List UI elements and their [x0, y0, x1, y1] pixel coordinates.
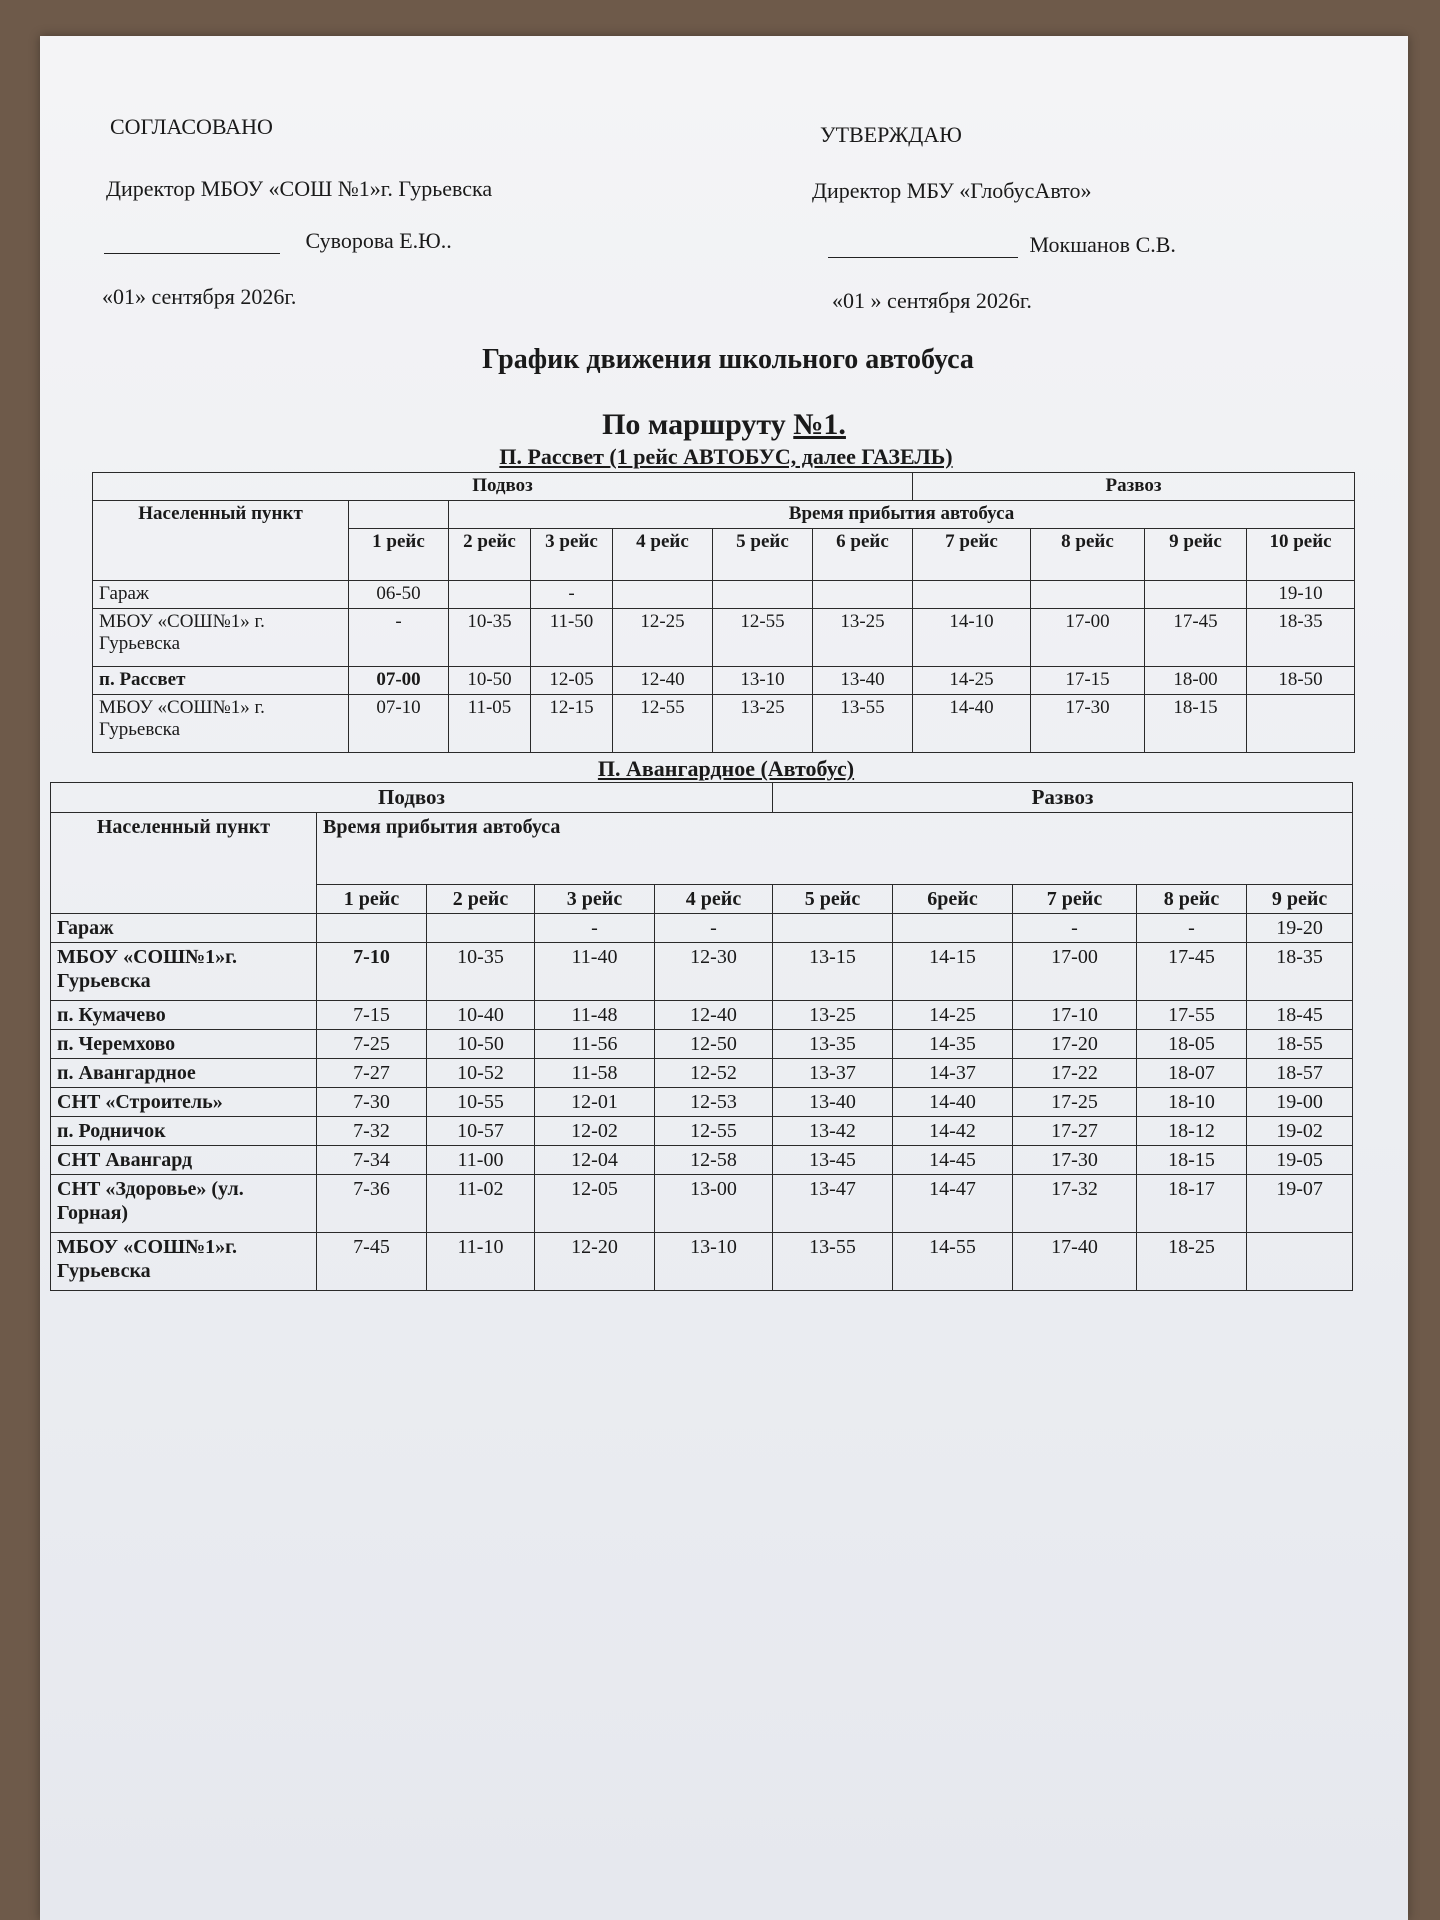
time-cell: 14-40	[893, 1088, 1013, 1117]
place-name-cell: МБОУ «СОШ№1» г. Гурьевска	[93, 694, 349, 752]
time-cell: 11-10	[427, 1233, 535, 1291]
time-cell: 17-30	[1013, 1146, 1137, 1175]
time-cell: 17-30	[1031, 694, 1145, 752]
left-signature-block	[104, 228, 452, 254]
time-cell: 17-10	[1013, 1001, 1137, 1030]
time-cell: 11-40	[535, 943, 655, 1001]
time-cell: 12-05	[531, 666, 613, 694]
time-cell	[893, 914, 1013, 943]
time-cell: 18-07	[1137, 1059, 1247, 1088]
table-row	[51, 1146, 1353, 1175]
time-cell: 18-05	[1137, 1030, 1247, 1059]
route-title	[24, 408, 1424, 442]
time-cell: 17-22	[1013, 1059, 1137, 1088]
table1-razvoz-header: Развоз	[913, 473, 1355, 501]
time-cell: 13-10	[655, 1233, 773, 1291]
place-name-cell: МБОУ «СОШ№1»г. Гурьевска	[51, 943, 317, 1001]
time-cell: 17-45	[1145, 608, 1247, 666]
time-cell	[813, 580, 913, 608]
table1-podvoz-header: Подвоз	[93, 473, 913, 501]
time-cell: 13-45	[773, 1146, 893, 1175]
time-cell: 7-45	[317, 1233, 427, 1291]
document-title: График движения школьного автобуса	[482, 344, 974, 375]
time-cell: 14-37	[893, 1059, 1013, 1088]
time-cell: 18-35	[1247, 608, 1355, 666]
time-cell: 19-00	[1247, 1088, 1353, 1117]
time-cell: 11-56	[535, 1030, 655, 1059]
time-cell	[1145, 580, 1247, 608]
time-cell: 12-20	[535, 1233, 655, 1291]
time-cell: 18-35	[1247, 943, 1353, 1001]
time-cell: 13-25	[813, 608, 913, 666]
time-cell: 7-36	[317, 1175, 427, 1233]
table-row	[51, 1088, 1353, 1117]
trip-header-3: 3 рейс	[535, 885, 655, 914]
right-signature-block	[828, 232, 1176, 258]
time-cell: 12-15	[531, 694, 613, 752]
time-cell: 12-25	[613, 608, 713, 666]
right-signer-position: Директор МБУ «ГлобусАвто»	[812, 178, 1092, 203]
time-cell: 18-50	[1247, 666, 1355, 694]
time-cell: 11-48	[535, 1001, 655, 1030]
trip-header-5: 5 рейс	[773, 885, 893, 914]
table-row	[51, 1059, 1353, 1088]
table1-place-header: Населенный пункт	[93, 500, 349, 580]
document-page	[40, 36, 1408, 1920]
time-cell: 14-42	[893, 1117, 1013, 1146]
time-cell: 13-35	[773, 1030, 893, 1059]
table-row	[51, 943, 1353, 1001]
time-cell	[613, 580, 713, 608]
trip-header-6: 6 рейс	[813, 528, 913, 580]
table-row	[51, 1001, 1353, 1030]
time-cell: 7-34	[317, 1146, 427, 1175]
time-cell	[427, 914, 535, 943]
time-cell: 12-40	[655, 1001, 773, 1030]
time-cell: 12-52	[655, 1059, 773, 1088]
table-row	[51, 1233, 1353, 1291]
time-cell: 14-47	[893, 1175, 1013, 1233]
time-cell: 06-50	[349, 580, 449, 608]
time-cell: 13-42	[773, 1117, 893, 1146]
time-cell	[449, 580, 531, 608]
time-cell: 11-00	[427, 1146, 535, 1175]
left-date: «01» сентября 2026г.	[102, 284, 297, 309]
table1-body	[93, 580, 1355, 752]
time-cell	[317, 914, 427, 943]
time-cell: 19-07	[1247, 1175, 1353, 1233]
time-cell: 7-25	[317, 1030, 427, 1059]
time-cell: 18-00	[1145, 666, 1247, 694]
trip-header-9: 9 рейс	[1247, 885, 1353, 914]
place-name-cell: п. Кумачево	[51, 1001, 317, 1030]
right-signature-line	[828, 237, 1018, 258]
place-name-cell: п. Авангардное	[51, 1059, 317, 1088]
time-cell: 19-10	[1247, 580, 1355, 608]
time-cell: 13-40	[813, 666, 913, 694]
trip-header-3: 3 рейс	[531, 528, 613, 580]
time-cell: 11-58	[535, 1059, 655, 1088]
time-cell: 13-10	[713, 666, 813, 694]
time-cell: 17-27	[1013, 1117, 1137, 1146]
table-row	[51, 1030, 1353, 1059]
time-cell: 11-05	[449, 694, 531, 752]
trip-header-7: 7 рейс	[913, 528, 1031, 580]
table-row	[51, 1117, 1353, 1146]
time-cell: 13-25	[713, 694, 813, 752]
time-cell	[913, 580, 1031, 608]
time-cell: 13-55	[773, 1233, 893, 1291]
time-cell: 07-10	[349, 694, 449, 752]
time-cell: 7-27	[317, 1059, 427, 1088]
trip-header-2: 2 рейс	[427, 885, 535, 914]
time-cell: 10-57	[427, 1117, 535, 1146]
place-name-cell: п. Рассвет	[93, 666, 349, 694]
time-cell: 18-15	[1145, 694, 1247, 752]
time-cell: 10-40	[427, 1001, 535, 1030]
time-cell: 14-55	[893, 1233, 1013, 1291]
time-cell: 19-05	[1247, 1146, 1353, 1175]
time-cell: 14-25	[893, 1001, 1013, 1030]
agreed-label: СОГЛАСОВАНО	[110, 114, 273, 139]
time-cell: 18-55	[1247, 1030, 1353, 1059]
time-cell: 19-02	[1247, 1117, 1353, 1146]
time-cell: -	[1137, 914, 1247, 943]
time-cell: 7-10	[317, 943, 427, 1001]
time-cell: 12-04	[535, 1146, 655, 1175]
time-cell: 14-10	[913, 608, 1031, 666]
time-cell: 17-00	[1031, 608, 1145, 666]
time-cell: 13-15	[773, 943, 893, 1001]
left-signature-line	[104, 233, 280, 254]
time-cell: 14-35	[893, 1030, 1013, 1059]
time-cell: 13-37	[773, 1059, 893, 1088]
table-row	[93, 666, 1355, 694]
table2-body	[51, 914, 1353, 1291]
time-cell: 10-35	[449, 608, 531, 666]
time-cell: 12-01	[535, 1088, 655, 1117]
time-cell: 18-57	[1247, 1059, 1353, 1088]
time-cell: 18-10	[1137, 1088, 1247, 1117]
time-cell: 11-50	[531, 608, 613, 666]
right-date: «01 » сентября 2026г.	[832, 288, 1032, 313]
approve-label: УТВЕРЖДАЮ	[820, 122, 962, 147]
time-cell: -	[531, 580, 613, 608]
trip-header-4: 4 рейс	[613, 528, 713, 580]
route-prefix: По маршруту	[602, 408, 794, 441]
table-row	[93, 694, 1355, 752]
time-cell: 18-12	[1137, 1117, 1247, 1146]
time-cell: 17-55	[1137, 1001, 1247, 1030]
time-cell: 13-47	[773, 1175, 893, 1233]
time-cell	[713, 580, 813, 608]
time-cell: 10-50	[449, 666, 531, 694]
place-name-cell: п. Родничок	[51, 1117, 317, 1146]
table-row	[51, 1175, 1353, 1233]
time-cell: -	[655, 914, 773, 943]
left-signer-name: Суворова Е.Ю..	[305, 228, 452, 253]
time-cell	[773, 914, 893, 943]
table2-podvoz-header: Подвоз	[51, 783, 773, 813]
time-cell: 19-20	[1247, 914, 1353, 943]
time-cell: -	[1013, 914, 1137, 943]
trip-header-1: 1 рейс	[317, 885, 427, 914]
time-cell: 12-55	[613, 694, 713, 752]
time-cell: 18-25	[1137, 1233, 1247, 1291]
table1-caption: П. Рассвет (1 рейс АВТОБУС, далее ГАЗЕЛЬ)	[499, 444, 953, 469]
time-cell	[1247, 1233, 1353, 1291]
trip-header-1: 1 рейс	[349, 528, 449, 580]
time-cell: 12-30	[655, 943, 773, 1001]
time-cell: 13-00	[655, 1175, 773, 1233]
table-row	[51, 914, 1353, 943]
time-cell: -	[349, 608, 449, 666]
time-cell: 10-35	[427, 943, 535, 1001]
trip-header-4: 4 рейс	[655, 885, 773, 914]
time-cell: 17-20	[1013, 1030, 1137, 1059]
time-cell: 17-45	[1137, 943, 1247, 1001]
time-cell: 13-40	[773, 1088, 893, 1117]
time-cell: 10-52	[427, 1059, 535, 1088]
time-cell: 12-50	[655, 1030, 773, 1059]
trip-header-6: 6рейс	[893, 885, 1013, 914]
place-name-cell: СНТ «Здоровье» (ул. Горная)	[51, 1175, 317, 1233]
time-cell: 18-15	[1137, 1146, 1247, 1175]
time-cell: 17-15	[1031, 666, 1145, 694]
time-cell: 12-53	[655, 1088, 773, 1117]
time-cell: 14-45	[893, 1146, 1013, 1175]
table-row	[93, 608, 1355, 666]
time-cell: 17-40	[1013, 1233, 1137, 1291]
place-name-cell: СНТ Авангард	[51, 1146, 317, 1175]
time-cell: 17-25	[1013, 1088, 1137, 1117]
trip-header-10: 10 рейс	[1247, 528, 1355, 580]
time-cell: 11-02	[427, 1175, 535, 1233]
table2-place-header: Населенный пункт	[51, 813, 317, 914]
time-cell: 12-58	[655, 1146, 773, 1175]
place-name-cell: СНТ «Строитель»	[51, 1088, 317, 1117]
time-cell: 17-32	[1013, 1175, 1137, 1233]
time-cell: -	[535, 914, 655, 943]
time-cell: 17-00	[1013, 943, 1137, 1001]
time-cell: 18-45	[1247, 1001, 1353, 1030]
time-cell: 13-55	[813, 694, 913, 752]
time-cell: 14-40	[913, 694, 1031, 752]
time-cell: 7-15	[317, 1001, 427, 1030]
trip-header-7: 7 рейс	[1013, 885, 1137, 914]
table1-time-header: Время прибытия автобуса	[449, 500, 1355, 528]
table2-schedule	[50, 782, 1353, 1291]
time-cell: 12-40	[613, 666, 713, 694]
time-cell: 12-55	[713, 608, 813, 666]
trip-header-8: 8 рейс	[1137, 885, 1247, 914]
time-cell: 14-25	[913, 666, 1031, 694]
time-cell: 7-30	[317, 1088, 427, 1117]
time-cell	[1247, 694, 1355, 752]
table2-razvoz-header: Развоз	[773, 783, 1353, 813]
time-cell: 14-15	[893, 943, 1013, 1001]
time-cell: 10-55	[427, 1088, 535, 1117]
time-cell: 12-02	[535, 1117, 655, 1146]
time-cell: 13-25	[773, 1001, 893, 1030]
right-signer-name: Мокшанов С.В.	[1029, 232, 1176, 257]
time-cell: 7-32	[317, 1117, 427, 1146]
time-cell: 12-55	[655, 1117, 773, 1146]
time-cell: 10-50	[427, 1030, 535, 1059]
place-name-cell: МБОУ «СОШ№1»г. Гурьевска	[51, 1233, 317, 1291]
place-name-cell: п. Черемхово	[51, 1030, 317, 1059]
time-cell: 18-17	[1137, 1175, 1247, 1233]
trip-header-8: 8 рейс	[1031, 528, 1145, 580]
table1-blank-header	[349, 500, 449, 528]
route-number: №1.	[793, 408, 846, 441]
left-signer-position: Директор МБОУ «СОШ №1»г. Гурьевска	[106, 176, 493, 201]
time-cell	[1031, 580, 1145, 608]
trip-header-5: 5 рейс	[713, 528, 813, 580]
trip-header-9: 9 рейс	[1145, 528, 1247, 580]
table-row	[93, 580, 1355, 608]
table2-time-header: Время прибытия автобуса	[317, 813, 1353, 885]
time-cell: 12-05	[535, 1175, 655, 1233]
trip-header-2: 2 рейс	[449, 528, 531, 580]
time-cell: 07-00	[349, 666, 449, 694]
place-name-cell: Гараж	[51, 914, 317, 943]
table1-schedule	[92, 472, 1355, 753]
place-name-cell: МБОУ «СОШ№1» г. Гурьевска	[93, 608, 349, 666]
place-name-cell: Гараж	[93, 580, 349, 608]
table2-caption: П. Авангардное (Автобус)	[597, 756, 855, 781]
